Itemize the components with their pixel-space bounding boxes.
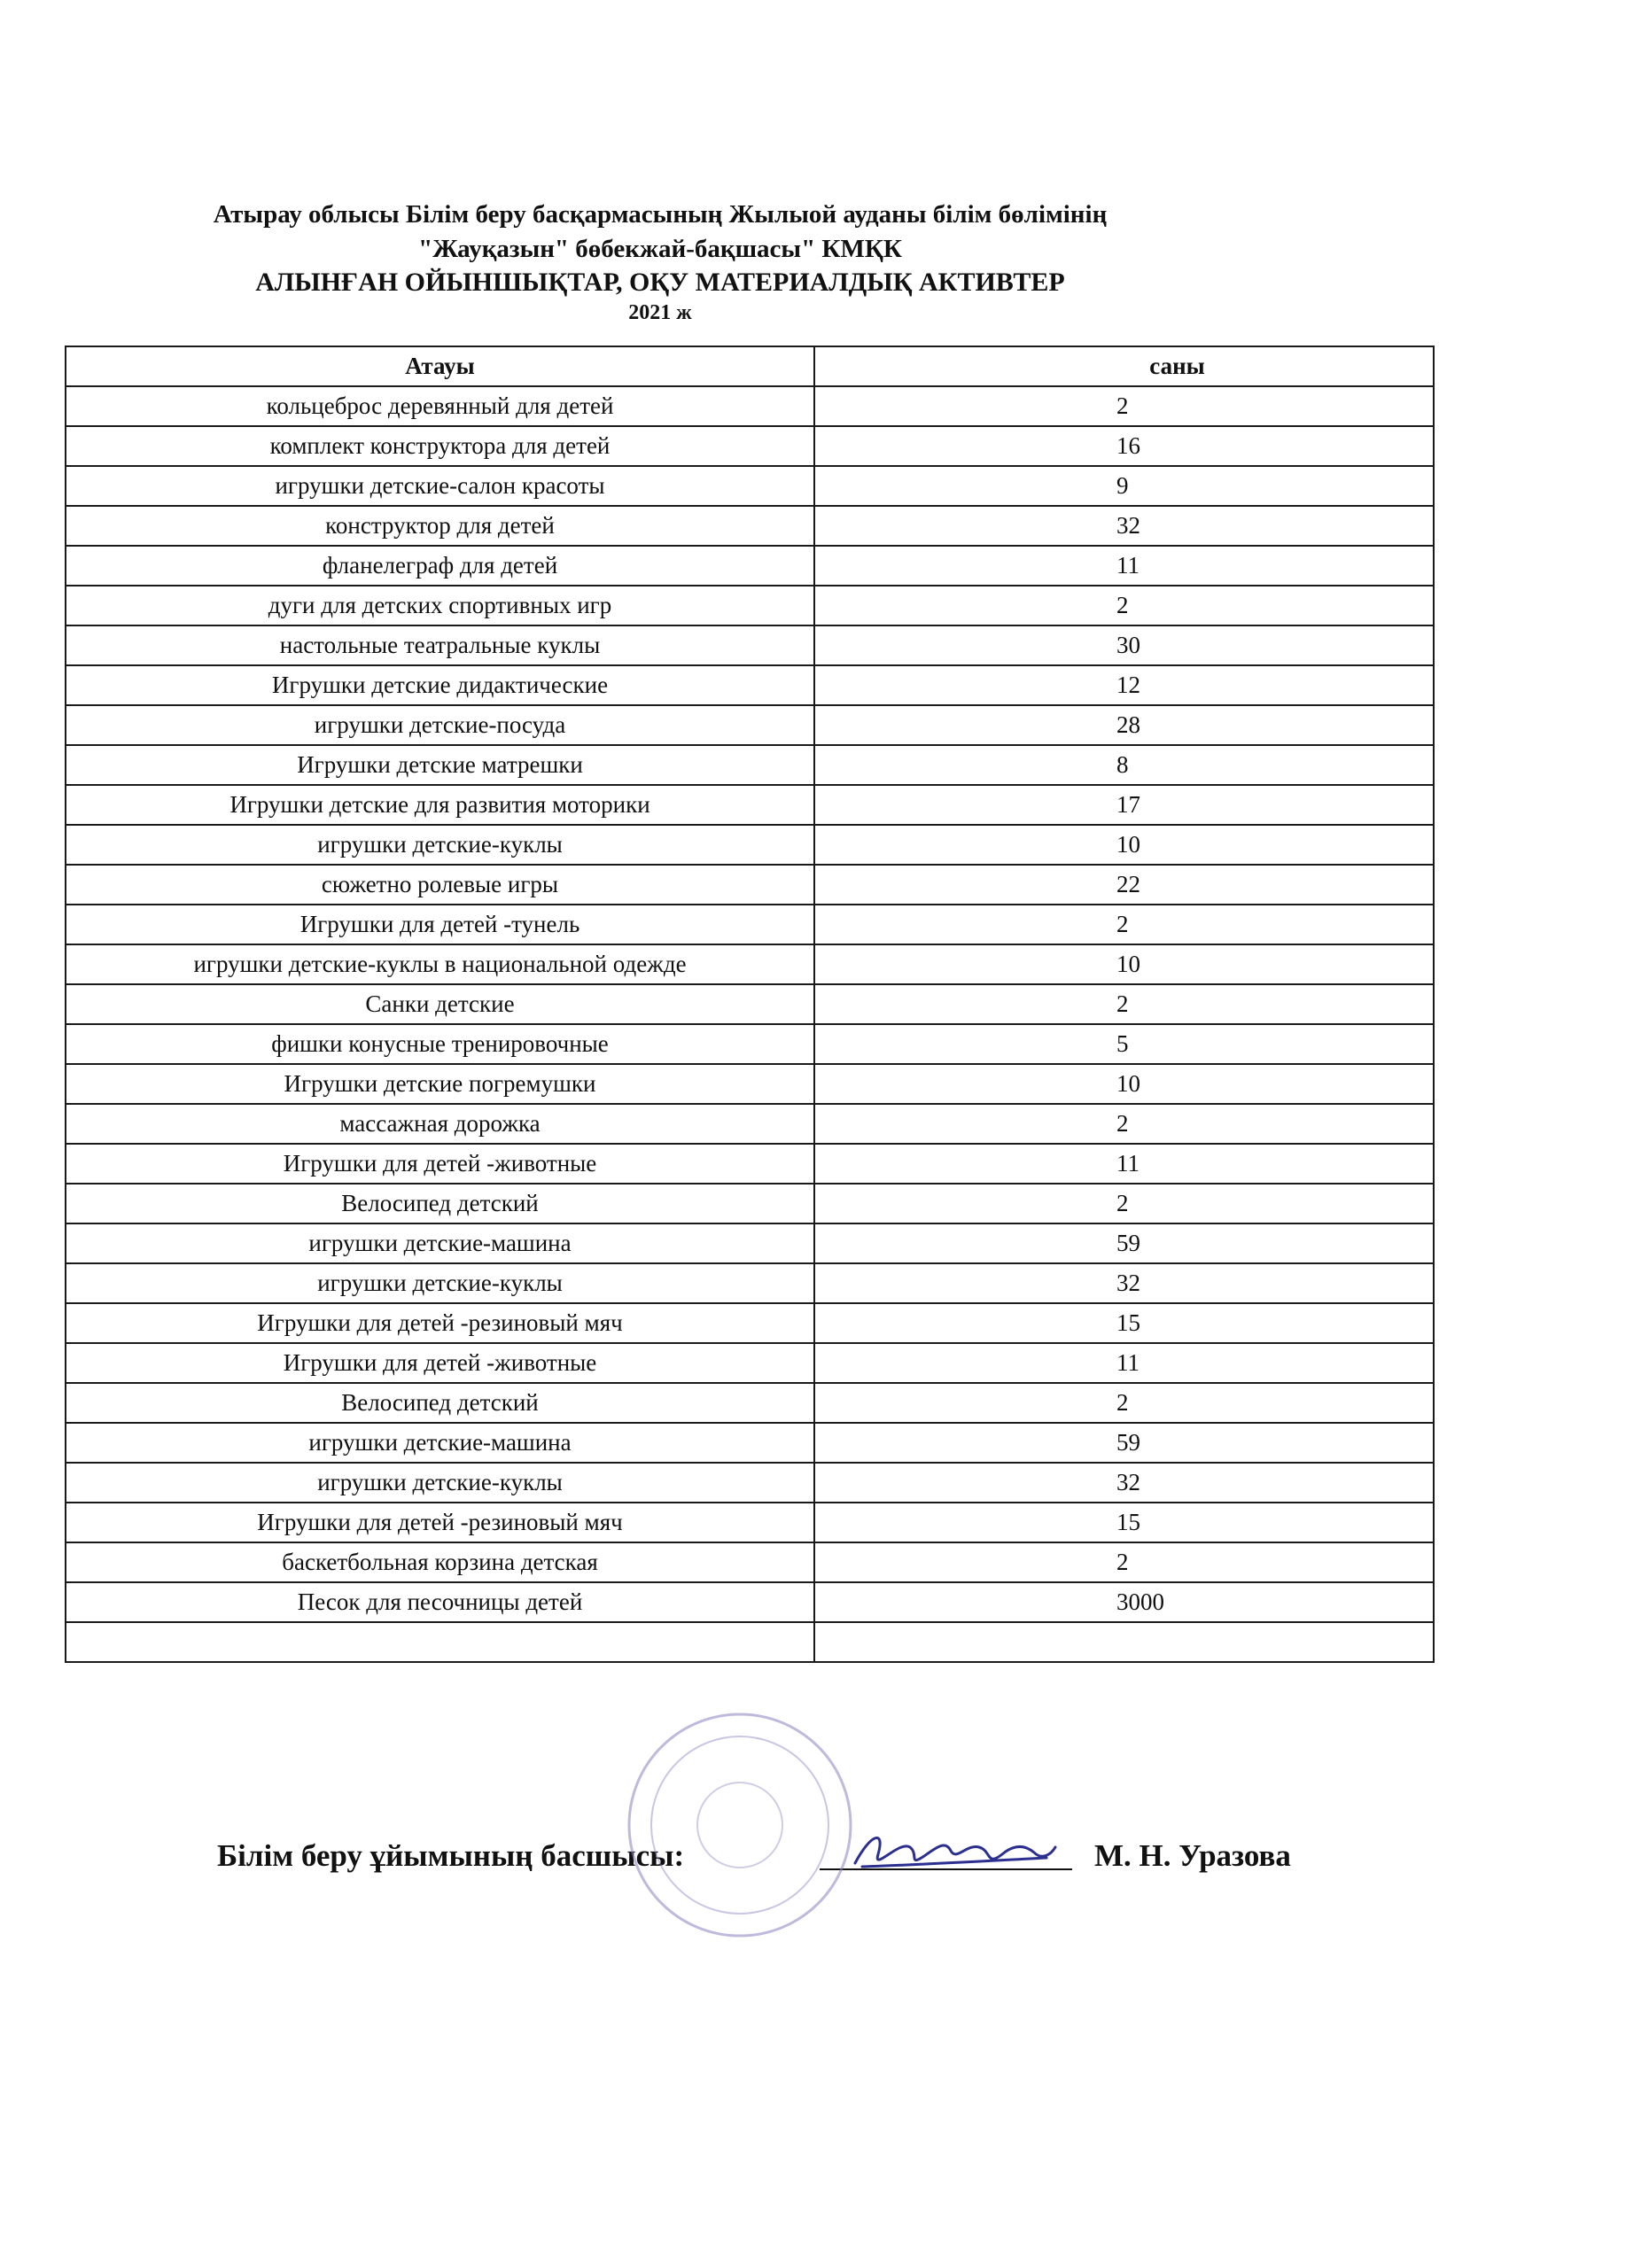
item-name-cell: игрушки детские-куклы bbox=[66, 825, 814, 865]
table-row bbox=[66, 1104, 1434, 1144]
item-quantity-cell: 8 bbox=[814, 745, 1434, 785]
table-row bbox=[66, 705, 1434, 745]
item-name-cell: конструктор для детей bbox=[66, 506, 814, 546]
item-name-cell: кольцеброс деревянный для детей bbox=[66, 386, 814, 426]
inventory-table-body bbox=[66, 386, 1434, 1662]
table-row bbox=[66, 1503, 1434, 1542]
table-row bbox=[66, 1582, 1434, 1622]
document-title: АЛЫНҒАН ОЙЫНШЫҚТАР, ОҚУ МАТЕРИАЛДЫҚ АКТИВТЕР bbox=[255, 268, 1065, 297]
item-name-cell: баскетбольная корзина детская bbox=[66, 1542, 814, 1582]
item-quantity-cell: 15 bbox=[814, 1303, 1434, 1343]
table-row bbox=[66, 546, 1434, 586]
item-name-cell: Велосипед детский bbox=[66, 1184, 814, 1223]
item-name-cell: массажная дорожка bbox=[66, 1104, 814, 1144]
item-name-cell: Игрушки детские для развития моторики bbox=[66, 785, 814, 825]
item-name-cell: Игрушки детские дидактические bbox=[66, 665, 814, 705]
item-name-cell: игрушки детские-машина bbox=[66, 1423, 814, 1463]
item-name-cell: Песок для песочницы детей bbox=[66, 1582, 814, 1622]
item-quantity-cell: 2 bbox=[814, 586, 1434, 625]
table-row bbox=[66, 586, 1434, 625]
item-quantity-cell bbox=[814, 1622, 1434, 1662]
item-name-cell: Игрушки для детей -резиновый мяч bbox=[66, 1303, 814, 1343]
item-quantity-cell: 10 bbox=[814, 825, 1434, 865]
table-row bbox=[66, 1343, 1434, 1383]
item-quantity-cell: 2 bbox=[814, 984, 1434, 1024]
item-quantity-cell: 59 bbox=[814, 1223, 1434, 1263]
item-quantity-cell: 10 bbox=[814, 1064, 1434, 1104]
table-row bbox=[66, 1622, 1434, 1662]
table-row bbox=[66, 386, 1434, 426]
item-name-cell: фишки конусные тренировочные bbox=[66, 1024, 814, 1064]
item-quantity-cell: 5 bbox=[814, 1024, 1434, 1064]
table-row bbox=[66, 1383, 1434, 1423]
item-name-cell: Санки детские bbox=[66, 984, 814, 1024]
table-row bbox=[66, 426, 1434, 466]
item-name-cell: игрушки детские-посуда bbox=[66, 705, 814, 745]
table-row bbox=[66, 1463, 1434, 1503]
item-quantity-cell: 30 bbox=[814, 625, 1434, 665]
item-name-cell: дуги для детских спортивных игр bbox=[66, 586, 814, 625]
item-name-cell: игрушки детские-куклы bbox=[66, 1263, 814, 1303]
table-row bbox=[66, 625, 1434, 665]
item-quantity-cell: 32 bbox=[814, 1463, 1434, 1503]
inventory-table bbox=[65, 346, 1435, 1663]
table-row bbox=[66, 506, 1434, 546]
item-name-cell: комплект конструктора для детей bbox=[66, 426, 814, 466]
table-row bbox=[66, 466, 1434, 506]
item-quantity-cell: 2 bbox=[814, 1104, 1434, 1144]
table-row bbox=[66, 1223, 1434, 1263]
item-name-cell: игрушки детские-куклы bbox=[66, 1463, 814, 1503]
table-row bbox=[66, 865, 1434, 905]
table-row bbox=[66, 905, 1434, 944]
item-quantity-cell: 17 bbox=[814, 785, 1434, 825]
table-row bbox=[66, 1064, 1434, 1104]
table-row bbox=[66, 1024, 1434, 1064]
item-quantity-cell: 3000 bbox=[814, 1582, 1434, 1622]
table-row bbox=[66, 1423, 1434, 1463]
item-quantity-cell: 22 bbox=[814, 865, 1434, 905]
item-quantity-cell: 12 bbox=[814, 665, 1434, 705]
table-row bbox=[66, 665, 1434, 705]
item-name-cell: сюжетно ролевые игры bbox=[66, 865, 814, 905]
item-quantity-cell: 2 bbox=[814, 1542, 1434, 1582]
table-row bbox=[66, 1303, 1434, 1343]
item-name-cell: Игрушки детские матрешки bbox=[66, 745, 814, 785]
table-row bbox=[66, 785, 1434, 825]
header-kindergarten-line: "Жауқазын" бөбекжай-бақшасы" КМҚК bbox=[418, 235, 902, 263]
item-quantity-cell: 11 bbox=[814, 1343, 1434, 1383]
item-quantity-cell: 2 bbox=[814, 386, 1434, 426]
handwritten-signature bbox=[846, 1821, 1059, 1883]
document-header bbox=[0, 197, 1320, 326]
item-name-cell: игрушки детские-салон красоты bbox=[66, 466, 814, 506]
item-quantity-cell: 28 bbox=[814, 705, 1434, 745]
item-quantity-cell: 11 bbox=[814, 546, 1434, 586]
column-header-name: Атауы bbox=[66, 346, 814, 386]
signature-label: Білім беру ұйымының басшысы: bbox=[217, 1838, 685, 1873]
item-quantity-cell: 9 bbox=[814, 466, 1434, 506]
table-row bbox=[66, 1542, 1434, 1582]
item-quantity-cell: 2 bbox=[814, 905, 1434, 944]
item-name-cell: настольные театральные куклы bbox=[66, 625, 814, 665]
table-row bbox=[66, 1263, 1434, 1303]
item-quantity-cell: 32 bbox=[814, 506, 1434, 546]
item-quantity-cell: 10 bbox=[814, 944, 1434, 984]
item-quantity-cell: 2 bbox=[814, 1184, 1434, 1223]
item-name-cell: фланелеграф для детей bbox=[66, 546, 814, 586]
table-row bbox=[66, 825, 1434, 865]
item-quantity-cell: 15 bbox=[814, 1503, 1434, 1542]
document-year: 2021 ж bbox=[628, 301, 692, 324]
item-name-cell: игрушки детские-куклы в национальной одежде bbox=[66, 944, 814, 984]
item-quantity-cell: 59 bbox=[814, 1423, 1434, 1463]
item-name-cell: Игрушки для детей -тунель bbox=[66, 905, 814, 944]
item-name-cell: Велосипед детский bbox=[66, 1383, 814, 1423]
table-row bbox=[66, 1144, 1434, 1184]
item-quantity-cell: 2 bbox=[814, 1383, 1434, 1423]
table-header-row bbox=[66, 346, 1434, 386]
header-organization-line: Атырау облысы Білім беру басқармасының Жылыой ауданы білім бөлімінің bbox=[213, 200, 1108, 229]
column-header-quantity: саны bbox=[814, 346, 1434, 386]
item-quantity-cell: 11 bbox=[814, 1144, 1434, 1184]
item-name-cell: игрушки детские-машина bbox=[66, 1223, 814, 1263]
item-quantity-cell: 32 bbox=[814, 1263, 1434, 1303]
item-name-cell: Игрушки для детей -животные bbox=[66, 1144, 814, 1184]
official-stamp bbox=[620, 1705, 860, 1945]
item-name-cell: Игрушки для детей -резиновый мяч bbox=[66, 1503, 814, 1542]
item-name-cell: Игрушки детские погремушки bbox=[66, 1064, 814, 1104]
item-quantity-cell: 16 bbox=[814, 426, 1434, 466]
item-name-cell bbox=[66, 1622, 814, 1662]
table-row bbox=[66, 944, 1434, 984]
table-row bbox=[66, 745, 1434, 785]
table-row bbox=[66, 984, 1434, 1024]
item-name-cell: Игрушки для детей -животные bbox=[66, 1343, 814, 1383]
director-name: М. Н. Уразова bbox=[1094, 1838, 1291, 1873]
table-row bbox=[66, 1184, 1434, 1223]
